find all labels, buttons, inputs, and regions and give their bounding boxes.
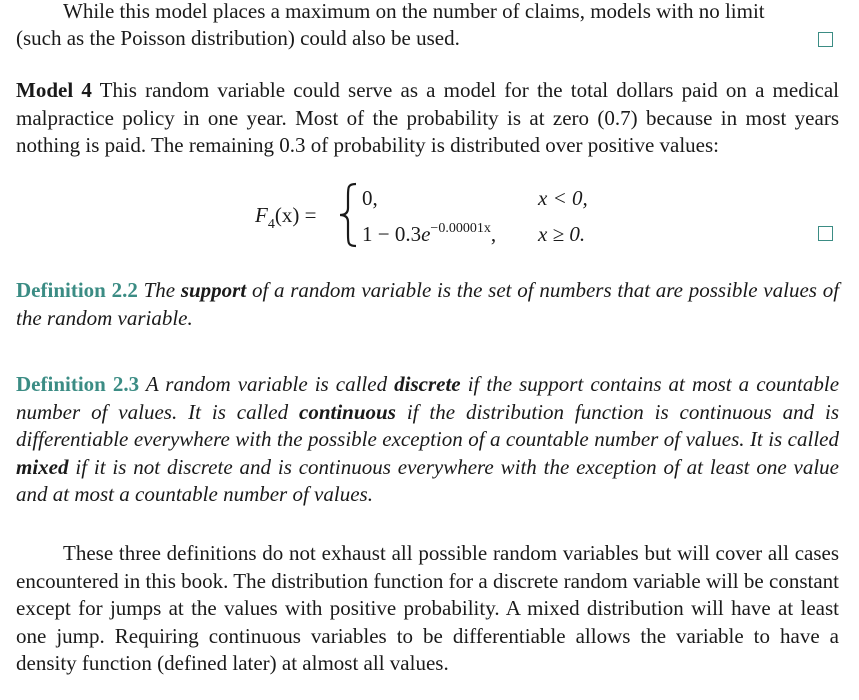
intro-line-1-text: While this model places a maximum on the number of claims, models with no limit <box>63 0 765 23</box>
intro-line-2-text: (such as the Poisson distribution) could also be used. <box>16 26 460 50</box>
cdf-equation <box>0 178 859 258</box>
equation-lhs-function: F <box>255 203 268 227</box>
model-4-paragraph <box>16 77 839 160</box>
end-of-example-box <box>818 32 833 47</box>
left-brace <box>337 182 359 248</box>
case-1-condition: x < 0, <box>538 186 588 210</box>
case-2-base: 1 − 0.3 <box>362 222 422 246</box>
model-4-text: This random variable could serve as a model for the total dollars paid on a medical malpractice policy in one year. Most of the probability is at zero (0.7) because in most years nothing is paid. The remaining 0.3 of probability is distributed over positive values: <box>16 78 840 157</box>
end-of-model-box <box>818 226 833 241</box>
definition-2-3-label: Definition 2.3 <box>16 372 140 396</box>
definition-2-3-term-mixed: mixed <box>16 454 69 479</box>
case-2-condition: x ≥ 0. <box>538 222 586 246</box>
model-4-label: Model 4 <box>16 78 92 102</box>
closing-paragraph <box>16 540 839 678</box>
definition-2-2-body: of a random variable is the set of numbers that are possible values of the random variable. <box>16 278 840 330</box>
definition-2-3-part-3: if the distribution function is continuous and is differentiable everywhere with the possible exception of a countable number of values. It is called <box>16 399 840 451</box>
definition-2-2-label: Definition 2.2 <box>16 278 138 302</box>
case-2-exponent: −0.00001x <box>430 221 491 236</box>
case-2-comma: , <box>490 222 497 246</box>
definition-2-3-term-continuous: continuous <box>299 399 396 424</box>
intro-line-1 <box>16 0 839 26</box>
definition-2-2 <box>16 277 839 332</box>
case-2-exponential: e <box>421 222 431 246</box>
definition-2-2-pre: The <box>143 278 176 302</box>
equation-lhs-argument: (x) = <box>274 203 317 227</box>
equation-lhs-subscript: 4 <box>267 217 275 232</box>
case-2-value <box>362 222 496 247</box>
closing-paragraph-text: These three definitions do not exhaust all possible random variables but will cover all cases encountered in this book. The distribution function for a discrete random variable will be constant except for jumps at the values with positive probability. A mixed distribution will have at least one jump. Requiring continuous variables to be differentiable allows the variable to have a density function (defined later) at almost all values. <box>16 541 839 675</box>
definition-2-3-part-1: A random variable is called <box>145 372 388 396</box>
definition-2-3-part-2: if the support contains at most a countable number of values. It is called <box>16 372 840 424</box>
intro-line-2 <box>16 25 839 53</box>
definition-2-3-part-4: if it is not discrete and is continuous everywhere with the exception of at least one value and at most a countable number of values. <box>16 454 840 506</box>
definition-2-3-term-discrete: discrete <box>394 372 461 396</box>
definition-2-3 <box>16 371 839 509</box>
definition-2-2-term: support <box>180 278 247 302</box>
equation-lhs <box>255 203 317 232</box>
case-1-value: 0, <box>362 186 378 210</box>
